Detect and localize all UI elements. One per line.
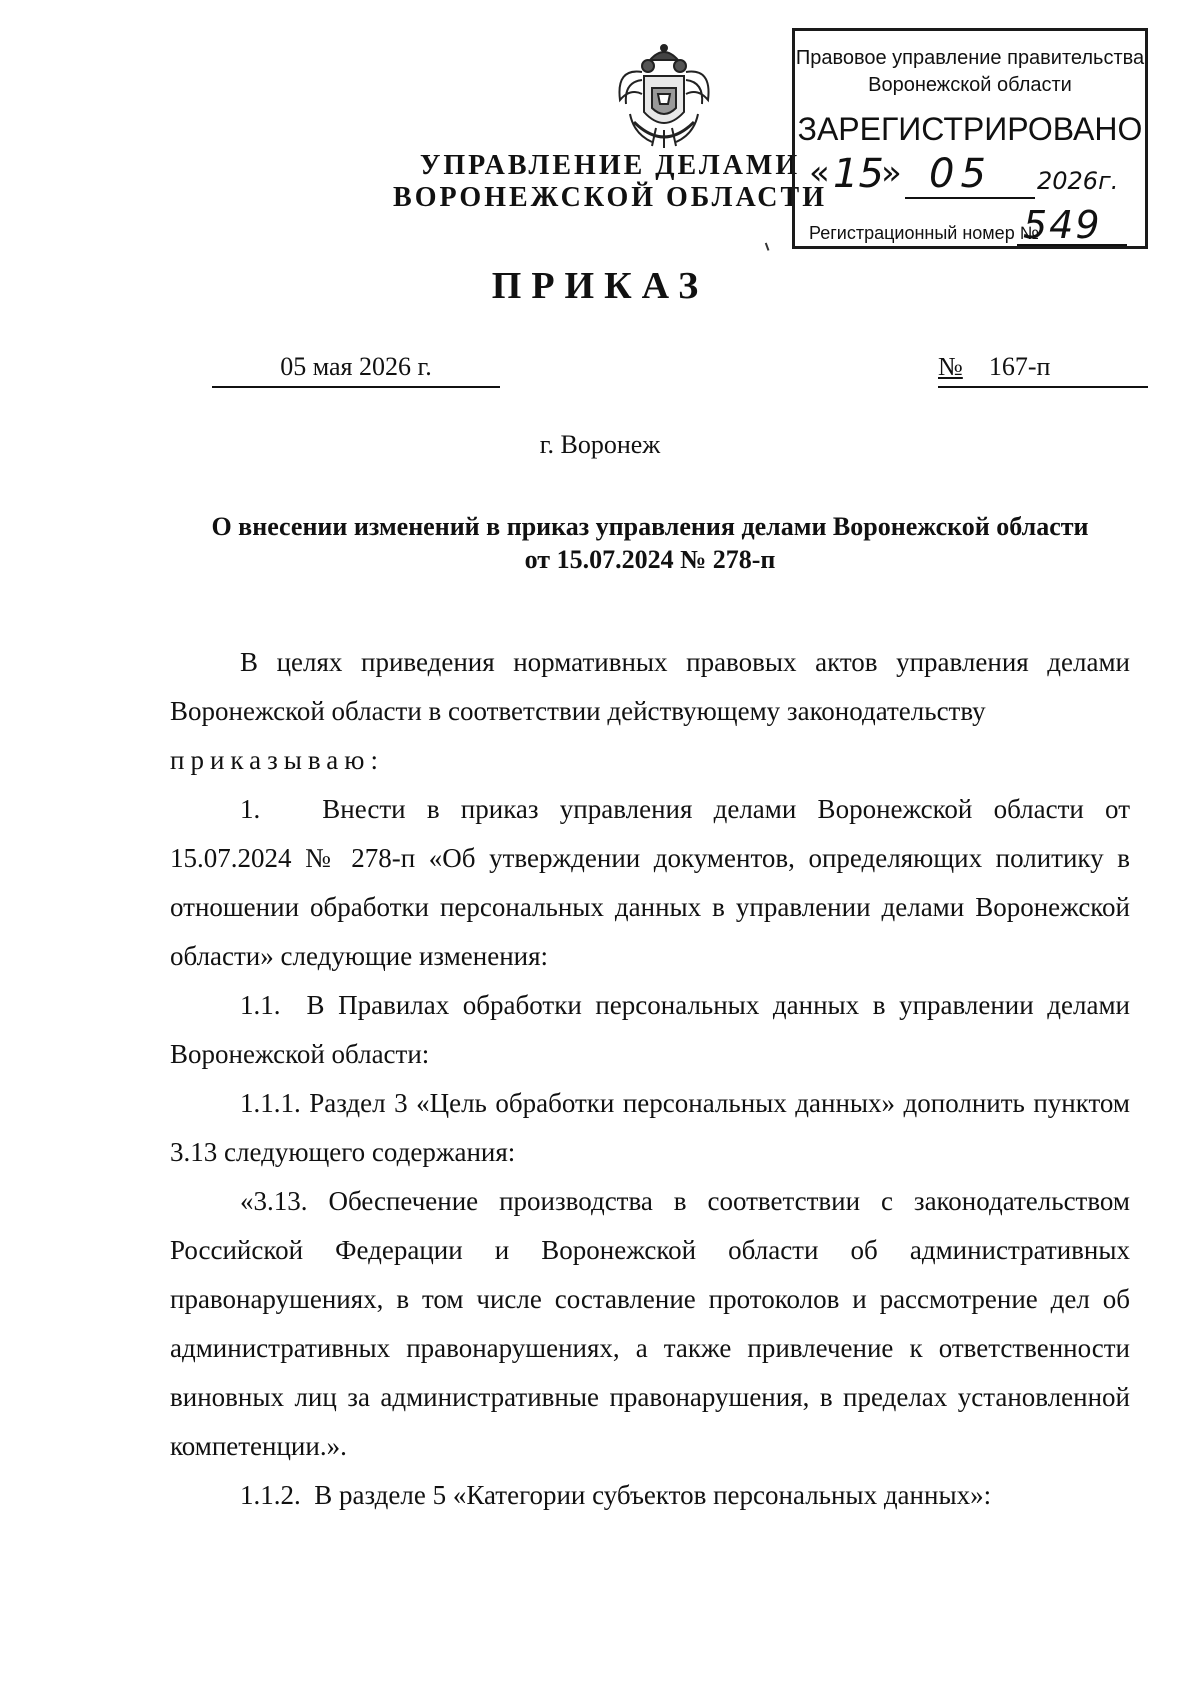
paragraph-3-13: «3.13. Обеспечение производства в соответствии с законодательством Российской Федерации и Воронежской области об административных правонарушениях, в том числе составление протоколов и рассмотрение дел об административных правонарушениях, а также привлечение к ответственности виновных лиц за административные правонарушения, в пределах установленной компетенции.». <box>170 1186 1130 1461</box>
subject-line-1: О внесении изменений в приказ управления делами Воронежской области <box>211 512 1089 541</box>
paragraph-1-1-1-text: Раздел 3 «Цель обработки персональных данных» дополнить пунктом 3.13 следующего содержания: <box>170 1088 1131 1167</box>
stamp-quote-open: « <box>809 153 830 193</box>
document-number <box>938 352 1148 388</box>
stray-mark <box>765 241 773 251</box>
paragraph-1-1-number: 1.1. <box>240 990 281 1020</box>
stamp-header <box>795 45 1145 99</box>
stamp-reg-underline <box>1017 244 1127 246</box>
paragraph-1-1-2-text: В разделе 5 «Категории субъектов персональных данных»: <box>314 1480 992 1510</box>
paragraph-1-1-1-number: 1.1.1. <box>240 1088 301 1118</box>
stamp-day: 15 <box>833 151 884 197</box>
paragraph-1-1-text: В Правилах обработки персональных данных в управлении делами Воронежской области: <box>170 990 1130 1069</box>
stamp-line-2: Воронежской области <box>868 74 1072 96</box>
subject-line-2: от 15.07.2024 № 278-п <box>524 545 776 574</box>
paragraph-1-1-1 <box>170 1079 1130 1177</box>
paragraph-1-text: Внести в приказ управления делами Воронежской области от 15.07.2024 № 278-п «Об утверждении документов, определяющих политику в отношении обработки персональных данных в управлении делами Воронежской области» следующие изменения: <box>170 794 1130 971</box>
stamp-date <box>809 153 1131 205</box>
document-subject <box>170 510 1130 576</box>
paragraph-1-1-2-number: 1.1.2. <box>240 1480 301 1510</box>
stamp-reg-label: Регистрационный номер № <box>809 223 1040 243</box>
stamp-registration <box>809 203 1139 247</box>
coat-of-arms-icon <box>612 42 716 154</box>
paragraph-1-number: 1. <box>240 794 261 824</box>
stamp-line-1: Правовое управление правительства <box>795 47 1145 69</box>
paragraph-1-1-2 <box>170 1471 1130 1520</box>
stamp-year: 2026г. <box>1037 167 1119 195</box>
intro-paragraph: В целях приведения нормативных правовых актов управления делами Воронежской области в соответствии действующему законодательству <box>170 647 1130 726</box>
document-body <box>170 638 1130 1520</box>
stamp-title: ЗАРЕГИСТРИРОВАНО <box>797 111 1143 147</box>
document-type: ПРИКАЗ <box>491 265 709 307</box>
number-label: № <box>938 352 963 381</box>
stamp-month-underline <box>905 197 1035 199</box>
paragraph-1 <box>170 785 1130 981</box>
document-city: г. Воронеж <box>539 430 661 459</box>
paragraph-1-1 <box>170 981 1130 1079</box>
stamp-quote-close: » <box>881 153 902 193</box>
org-line-2: ВОРОНЕЖСКОЙ ОБЛАСТИ <box>393 182 827 213</box>
number-value: 167-п <box>988 352 1051 381</box>
org-line-1: УПРАВЛЕНИЕ ДЕЛАМИ <box>419 150 801 181</box>
registration-stamp <box>792 28 1148 249</box>
organization-header <box>380 150 840 214</box>
stamp-reg-number: 549 <box>1023 203 1102 247</box>
stamp-month: 05 <box>929 151 992 197</box>
document-date: 05 мая 2026 г. <box>212 352 500 388</box>
order-word: приказываю: <box>170 745 384 775</box>
